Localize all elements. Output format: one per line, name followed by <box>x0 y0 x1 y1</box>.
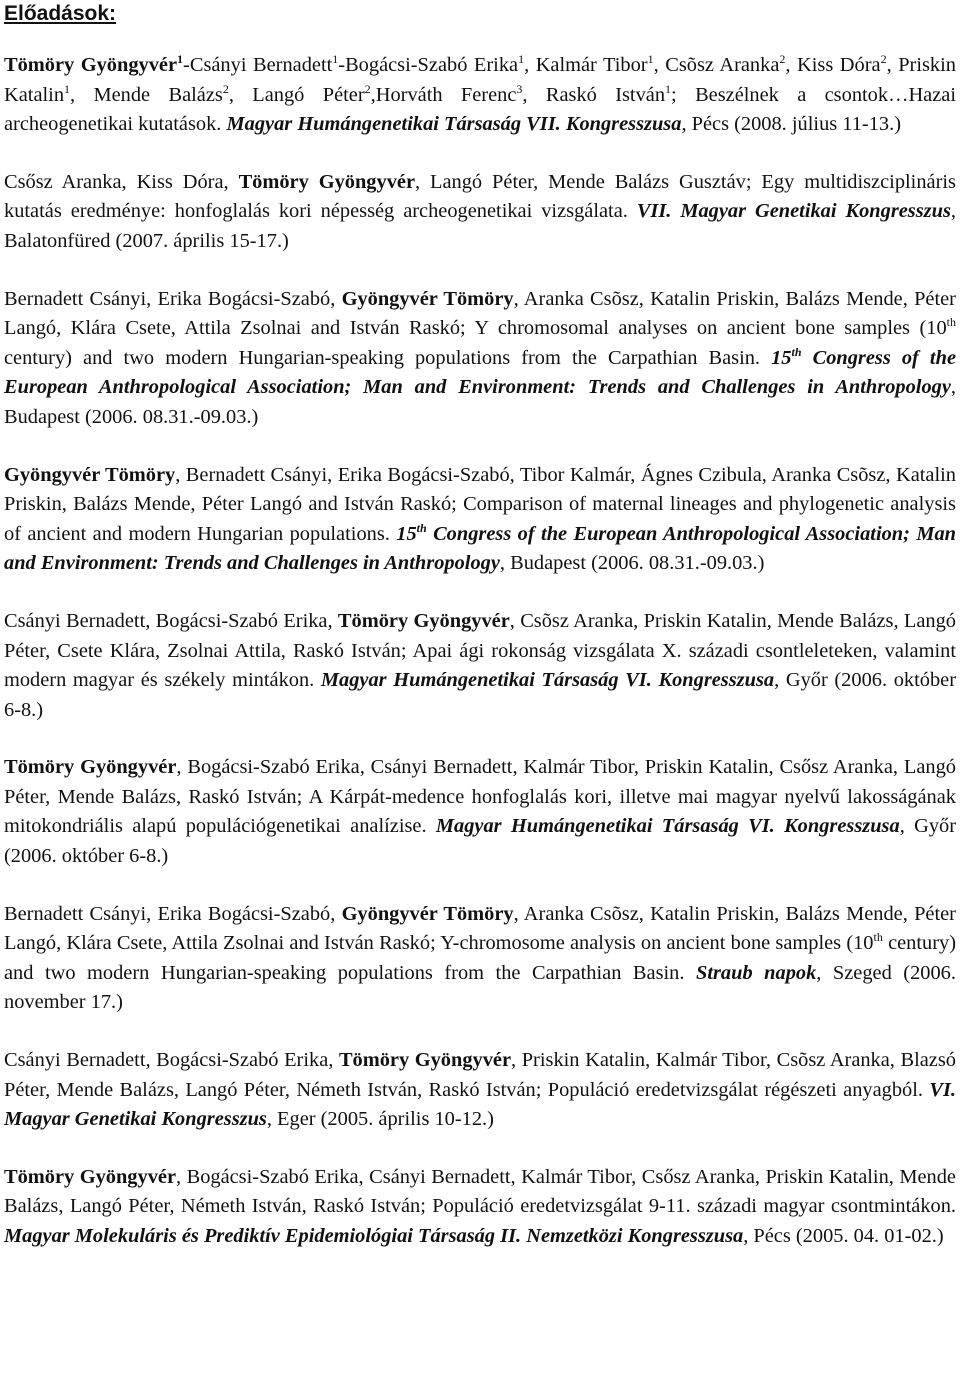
entry-text-segment: 1 <box>332 52 339 66</box>
entry-text-segment: Bernadett Csányi, Erika Bogácsi-Szabó, <box>4 902 342 925</box>
entry-text-segment: century) and two modern Hungarian-speaking populations from the Carpathian Basin. <box>4 932 957 984</box>
entry-text-segment: , Eger (2005. április 10-12.) <box>266 1108 494 1131</box>
entry-text-segment: Magyar Humángenetikai Társaság VI. Kongresszusa <box>435 815 900 838</box>
presentation-entry <box>4 461 956 579</box>
presentation-entry <box>4 607 956 725</box>
entry-text-segment: , Kalmár Tibor <box>524 54 648 76</box>
entry-text-segment: 1 <box>177 52 184 66</box>
entry-text-segment: , Aranka Csõsz, Katalin Priskin, Balázs Mende, Péter Langó, Klára Csete, Attila Zsolnai and István Raskó; Y-chromosome analysis on ancient bone samples (10 <box>4 902 956 955</box>
presentation-list <box>4 51 956 1252</box>
presentation-entry <box>4 900 956 1018</box>
entry-text-segment: Gyöngyvér Tömöry <box>4 463 176 486</box>
entry-text-segment: 3 <box>516 81 523 96</box>
entry-text-segment: , Csõsz Aranka <box>653 54 780 76</box>
presentation-entry <box>4 1046 956 1135</box>
entry-text-segment: Tömöry Gyöngyvér <box>337 609 510 632</box>
entry-text-segment: Bernadett Csányi, Erika Bogácsi-Szabó, <box>4 287 342 310</box>
entry-text-segment: Tömöry Gyöngyvér <box>338 1049 512 1072</box>
entry-text-segment: , Győr (2006. október 6-8.) <box>4 669 956 721</box>
entry-text-segment: , Raskó István <box>522 83 666 106</box>
entry-text-segment: , Bernadett Csányi, Erika Bogácsi-Szabó, Tibor Kalmár, Ágnes Czibula, Aranka Csõsz, Katalin Priskin, Balázs Mende, Péter Langó and István Raskó; Comparison of maternal lineages and phylogenetic analysis of ancient and modern Hungarian populations. <box>4 463 956 545</box>
entry-text-segment: 2 <box>364 81 371 96</box>
entry-text-segment: Magyar Humángenetikai Társaság VI. Kongresszusa <box>320 669 775 692</box>
entry-text-segment: Csányi Bernadett, Bogácsi-Szabó Erika, <box>4 1049 339 1072</box>
entry-text-segment: Tömöry Gyöngyvér <box>4 54 178 76</box>
entry-text-segment: , Bogácsi-Szabó Erika, Csányi Bernadett, Kalmár Tibor, Csősz Aranka, Priskin Katalin, Mende Balázs, Langó Péter, Németh István, Raskó István; Populáció eredetvizsgálat 9-11. századi magyar csontmintákon. <box>4 1165 956 1218</box>
entry-text-segment: , Budapest (2006. 08.31.-09.03.) <box>4 376 956 428</box>
entry-text-segment: Gyöngyvér Tömöry <box>341 902 514 925</box>
entry-text-segment: 2 <box>880 52 887 66</box>
entry-text-segment: , Bogácsi-Szabó Erika, Csányi Bernadett, Kalmár Tibor, Priskin Katalin, Csősz Aranka, Langó Péter, Mende Balázs, Raskó István; A Kárpát-medence honfoglalás kori, illetve mai magyar nyelvű lakosságának mitokondriális alapú populációgenetikai analízise. <box>4 756 956 838</box>
entry-text-segment: , Langó Péter, Mende Balázs Gusztáv; Egy multidiszciplináris kutatás eredménye: honfoglalás kori népesség archeogenetikai vizsgálata. <box>4 170 956 223</box>
presentation-entry <box>4 753 956 871</box>
entry-text-segment: , Priskin Katalin, Kalmár Tibor, Csõsz Aranka, Blazsó Péter, Mende Balázs, Langó Péter, Németh István, Raskó István; Populáció eredetvizsgálat régészeti anyagból. <box>4 1049 956 1101</box>
entry-text-segment: ; Beszélnek a csontok…Hazai archeogenetikai kutatások. <box>4 83 956 136</box>
entry-text-segment: Csősz Aranka, Kiss Dóra, <box>4 170 239 193</box>
entry-text-segment: century) and two modern Hungarian-speaking populations from the Carpathian Basin. <box>4 346 772 369</box>
presentation-entry <box>4 51 956 140</box>
presentation-entry <box>4 168 956 257</box>
entry-text-segment: Tömöry Gyöngyvér <box>4 1165 176 1188</box>
entry-text-segment: 15 <box>396 522 417 545</box>
entry-text-segment: 15 <box>771 346 792 369</box>
entry-text-segment: Straub napok <box>695 961 817 984</box>
page-heading: Előadások: <box>4 2 117 25</box>
entry-text-segment: th <box>873 930 883 945</box>
entry-text-segment: Gyöngyvér Tömöry <box>341 287 514 310</box>
entry-text-segment: Congress of the European Anthropological Association; Man and Environment: Trends and Challenges in Anthropology <box>4 522 956 575</box>
entry-text-segment: 1 <box>665 81 672 96</box>
entry-text-segment: Congress of the European Anthropological Association; Man and Environment: Trends and Challenges in Anthropology <box>4 346 956 399</box>
entry-text-segment: , Kiss Dóra <box>785 54 881 76</box>
entry-text-segment: , Balatonfüred (2007. április 15-17.) <box>4 200 957 252</box>
entry-text-segment: , Aranka Csõsz, Katalin Priskin, Balázs Mende, Péter Langó, Klára Csete, Attila Zsolnai and István Raskó; Y chromosomal analyses on ancient bone samples (10 <box>4 287 956 340</box>
entry-text-segment: , Győr (2006. október 6-8.) <box>4 815 956 868</box>
entry-text-segment: Tömöry Gyöngyvér <box>4 756 177 779</box>
entry-text-segment: , Szeged (2006. november 17.) <box>4 961 956 1014</box>
presentation-entry <box>4 285 956 433</box>
entry-text-segment: , Csõsz Aranka, Priskin Katalin, Mende Balázs, Langó Péter, Csete Klára, Zsolnai Attila, Raskó István; Apai ági rokonság vizsgálata X. századi csontleleteken, valamint modern magyar és székely mintákon. <box>4 609 956 692</box>
entry-text-segment: -Csányi Bernadett <box>183 54 333 76</box>
entry-text-segment: , Langó Péter <box>228 83 365 106</box>
entry-text-segment: , Pécs (2008. július 11-13.) <box>681 113 901 136</box>
entry-text-segment: 2 <box>779 52 786 66</box>
entry-text-segment: 2 <box>222 81 229 96</box>
entry-text-segment: -Bogácsi-Szabó Erika <box>338 54 519 76</box>
entry-text-segment: th <box>791 344 802 359</box>
presentation-entry <box>4 1163 956 1252</box>
entry-text-segment: th <box>946 315 956 330</box>
entry-text-segment: Tömöry Gyöngyvér <box>238 170 415 193</box>
entry-text-segment: Magyar Molekuláris és Prediktív Epidemiológiai Társaság II. Nemzetközi Kongresszusa <box>4 1225 744 1247</box>
entry-text-segment: 1 <box>64 81 71 96</box>
entry-text-segment: Magyar Humángenetikai Társaság VII. Kongresszusa <box>226 113 682 136</box>
entry-text-segment: th <box>416 520 427 535</box>
entry-text-segment: 1 <box>518 52 525 66</box>
entry-text-segment: VII. Magyar Genetikai Kongresszus <box>636 200 951 223</box>
entry-text-segment: , Budapest (2006. 08.31.-09.03.) <box>499 552 765 575</box>
entry-text-segment: , Mende Balázs <box>70 83 223 106</box>
entry-text-segment: ,Horváth Ferenc <box>370 83 517 106</box>
entry-text-segment: , Pécs (2005. 04. 01-02.) <box>743 1225 944 1247</box>
entry-text-segment: Csányi Bernadett, Bogácsi-Szabó Erika, <box>4 609 338 632</box>
entry-text-segment: 1 <box>647 52 654 66</box>
entry-text-segment: VI. Magyar Genetikai Kongresszus <box>4 1078 956 1131</box>
entry-text-segment: , Priskin Katalin <box>4 54 956 106</box>
